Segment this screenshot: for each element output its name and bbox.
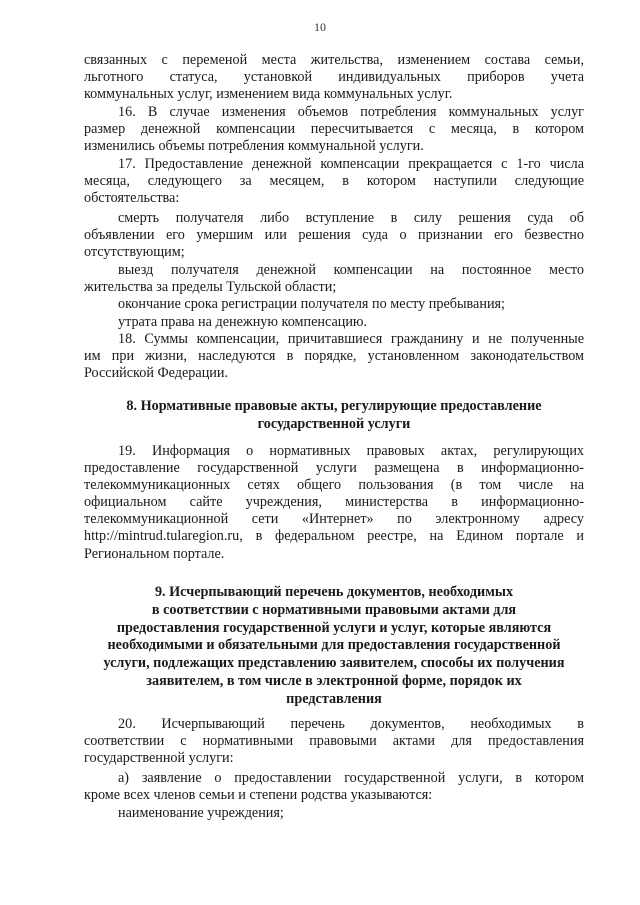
- text-line: 17. Предоставление денежной компенсации прекращается с 1-го числа: [118, 156, 584, 172]
- paragraph-20a: [84, 770, 584, 804]
- heading-line: 8. Нормативные правовые акты, регулирующие предоставление: [126, 398, 542, 414]
- section-heading-9: [84, 584, 584, 709]
- heading-line: 9. Исчерпывающий перечень документов, необходимых: [154, 584, 514, 600]
- text-line: предоставление государственной услуги размещена в информационно-: [84, 460, 584, 477]
- text-line: смерть получателя либо вступление в силу решения суда об: [118, 210, 584, 226]
- paragraph-19: [84, 443, 584, 563]
- heading-line: в соответствии с нормативными правовыми актами для: [151, 601, 517, 618]
- text-line: отсутствующим;: [84, 244, 185, 261]
- condition-death: [84, 210, 584, 261]
- text-line: им при жизни, наследуются в порядке, установленном законодательством: [84, 348, 584, 365]
- text-line: размер денежной компенсации пересчитывается с месяца, в котором: [84, 121, 584, 138]
- text-line: обстоятельства:: [84, 190, 180, 207]
- text-line: кроме всех членов семьи и степени родства указываются:: [84, 787, 433, 804]
- text-line: коммунальных услуг, изменением вида коммунальных услуг.: [84, 86, 453, 103]
- text-line: государственной услуги:: [84, 750, 234, 767]
- text-line: телекоммуникационной сети «Интернет» по электронному адресу: [84, 511, 584, 528]
- text-line: утрата права на денежную компенсацию.: [118, 314, 368, 330]
- text-line: 19. Информация о нормативных правовых актах, регулирующих: [118, 443, 584, 459]
- text-line: изменились объемы потребления коммунальной услуги.: [84, 138, 424, 155]
- paragraph-20: [84, 716, 584, 767]
- text-line: Российской Федерации.: [84, 365, 229, 382]
- heading-line: представления: [286, 690, 382, 707]
- paragraph-17: [84, 156, 584, 207]
- text-line: а) заявление о предоставлении государственной услуги, в котором: [118, 770, 584, 786]
- text-line: телекоммуникационных сетях общего пользования (в том числе на: [84, 477, 584, 494]
- heading-line: государственной услуги: [257, 415, 411, 432]
- text-line: официальном сайте учреждения, министерства в информационно-: [84, 494, 584, 511]
- condition-right-loss: [84, 314, 584, 331]
- heading-line: услуги, подлежащих представлению заявителем, способы их получения: [103, 655, 565, 672]
- text-line: 20. Исчерпывающий перечень документов, необходимых в: [118, 716, 584, 732]
- text-line: 16. В случае изменения объемов потребления коммунальных услуг: [118, 104, 584, 120]
- text-line: месяца, следующего за месяцем, в котором наступили следующие: [84, 173, 584, 190]
- text-line: окончание срока регистрации получателя по месту пребывания;: [118, 296, 506, 312]
- condition-departure: [84, 262, 584, 296]
- text-line: связанных с переменой места жительства, изменением состава семьи,: [84, 52, 584, 68]
- paragraph-18: [84, 331, 584, 382]
- condition-registration-end: [84, 296, 584, 313]
- section-heading-8: [84, 398, 584, 434]
- text-line: 18. Суммы компенсации, причитавшиеся гражданину и не полученные: [118, 331, 584, 347]
- text-line: соответствии с нормативными правовыми актами для предоставления: [84, 733, 584, 750]
- heading-line: заявителем, в том числе в электронной форме, порядок их: [146, 672, 522, 689]
- text-line: объявлении его умершим или решения суда о признании его безвестно: [84, 227, 584, 244]
- page-number: 10: [314, 20, 326, 34]
- paragraph-continuation: [84, 52, 584, 103]
- heading-line: необходимыми и обязательными для предоставления государственной: [107, 637, 561, 654]
- text-line: льготного статуса, установкой индивидуальных приборов учета: [84, 69, 584, 86]
- heading-line: предоставления государственной услуги и услуг, которые являются: [116, 619, 552, 636]
- text-line: Региональном портале.: [84, 545, 225, 562]
- text-line: http://mintrud.tularegion.ru, в федеральном реестре, на Едином портале и: [84, 528, 584, 545]
- text-line: жительства за пределы Тульской области;: [84, 279, 337, 296]
- list-item-institution-name: [84, 805, 584, 822]
- text-line: выезд получателя денежной компенсации на постоянное место: [118, 262, 584, 278]
- text-line: наименование учреждения;: [118, 805, 284, 821]
- paragraph-16: [84, 104, 584, 155]
